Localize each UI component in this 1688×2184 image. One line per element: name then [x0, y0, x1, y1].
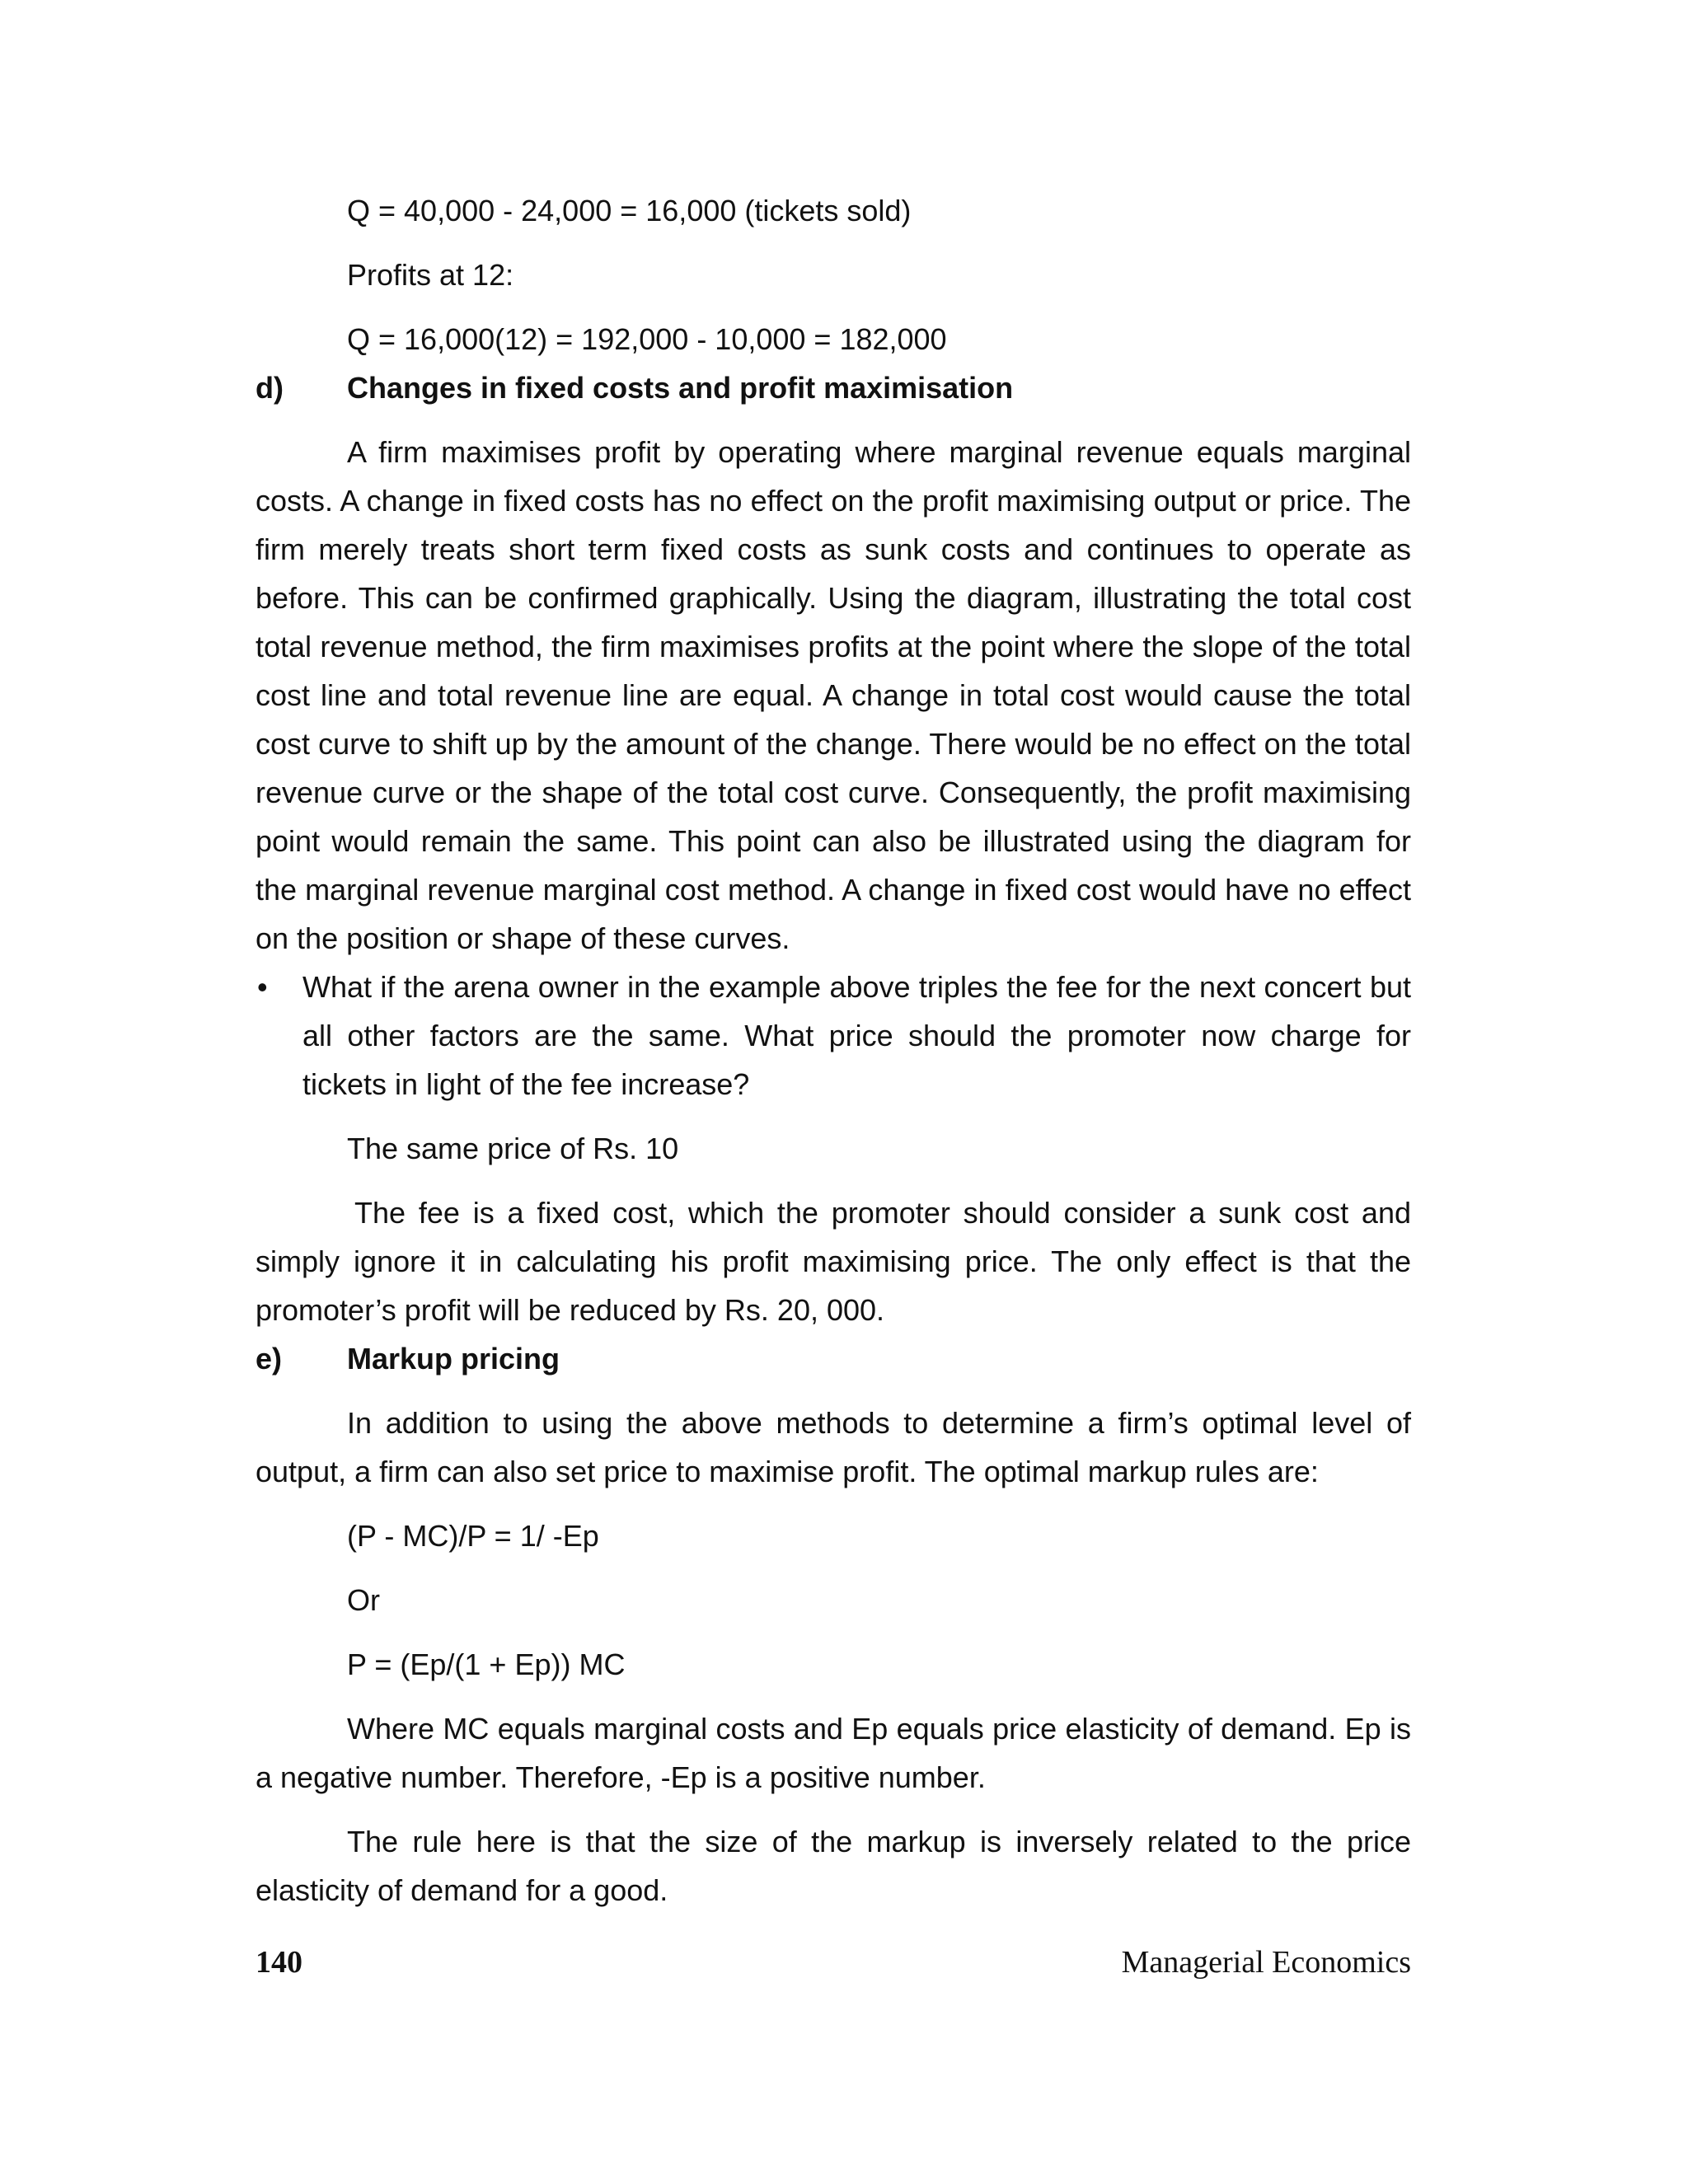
- section-d-title: Changes in fixed costs and profit maximisation: [347, 371, 1014, 405]
- section-d-paragraph-2: The fee is a fixed cost, which the promoter should consider a sunk cost and simply ignore it in calculating his profit maximising price. The only effect is that the promoter’s profit will be reduced by Rs. 20, 000.: [256, 1196, 1411, 1327]
- section-e-paragraph-3: The rule here is that the size of the markup is inversely related to the price elasticity of demand for a good.: [256, 1825, 1411, 1907]
- section-d-heading: [256, 363, 1411, 412]
- equation-profits: Q = 16,000(12) = 192,000 - 10,000 = 182,000: [347, 322, 947, 356]
- markup-formula-1: (P - MC)/P = 1/ -Ep: [347, 1519, 599, 1553]
- page-number: 140: [256, 1945, 302, 1980]
- section-e-paragraph-2: Where MC equals marginal costs and Ep equals price elasticity of demand. Ep is a negative number. Therefore, -Ep is a positive number.: [256, 1712, 1411, 1794]
- section-e-title: Markup pricing: [347, 1342, 560, 1376]
- page-body: [256, 186, 1411, 1915]
- book-title: Managerial Economics: [1121, 1945, 1411, 1980]
- page-footer: [256, 1942, 1411, 1983]
- bullet-question-text: What if the arena owner in the example above triples the fee for the next concert but all other factors are the same. What price should the promoter now charge for tickets in light of the fee increase?: [302, 970, 1411, 1101]
- section-d-letter: d): [256, 371, 284, 405]
- section-e-paragraph-1: In addition to using the above methods to determine a firm’s optimal level of output, a firm can also set price to maximise profit. The optimal markup rules are:: [256, 1406, 1411, 1488]
- profits-at-12-label: Profits at 12:: [347, 258, 514, 292]
- equation-tickets-sold: Q = 40,000 - 24,000 = 16,000 (tickets sold): [347, 194, 912, 227]
- answer-text: The same price of Rs. 10: [347, 1132, 679, 1165]
- or-text: Or: [347, 1583, 380, 1617]
- markup-formula-2: P = (Ep/(1 + Ep)) MC: [347, 1647, 626, 1681]
- bullet-question: [256, 963, 1411, 1108]
- section-e-heading: [256, 1334, 1411, 1383]
- section-e-letter: e): [256, 1342, 283, 1376]
- section-d-paragraph-1: A firm maximises profit by operating where marginal revenue equals marginal costs. A change in fixed costs has no effect on the profit maximising output or price. The firm merely treats short term fixed costs as sunk costs and continues to operate as before. This can be confirmed graphically. Using the diagram, illustrating the total cost total revenue method, the firm maximises profits at the point where the slope of the total cost line and total revenue line are equal. A change in total cost would cause the total cost curve to shift up by the amount of the change. There would be no effect on the total revenue curve or the shape of the total cost curve. Consequently, the profit maximising point would remain the same. This point can also be illustrated using the diagram for the marginal revenue marginal cost method. A change in fixed cost would have no effect on the position or shape of these curves.: [256, 435, 1411, 955]
- bullet-marker: •: [257, 970, 268, 1004]
